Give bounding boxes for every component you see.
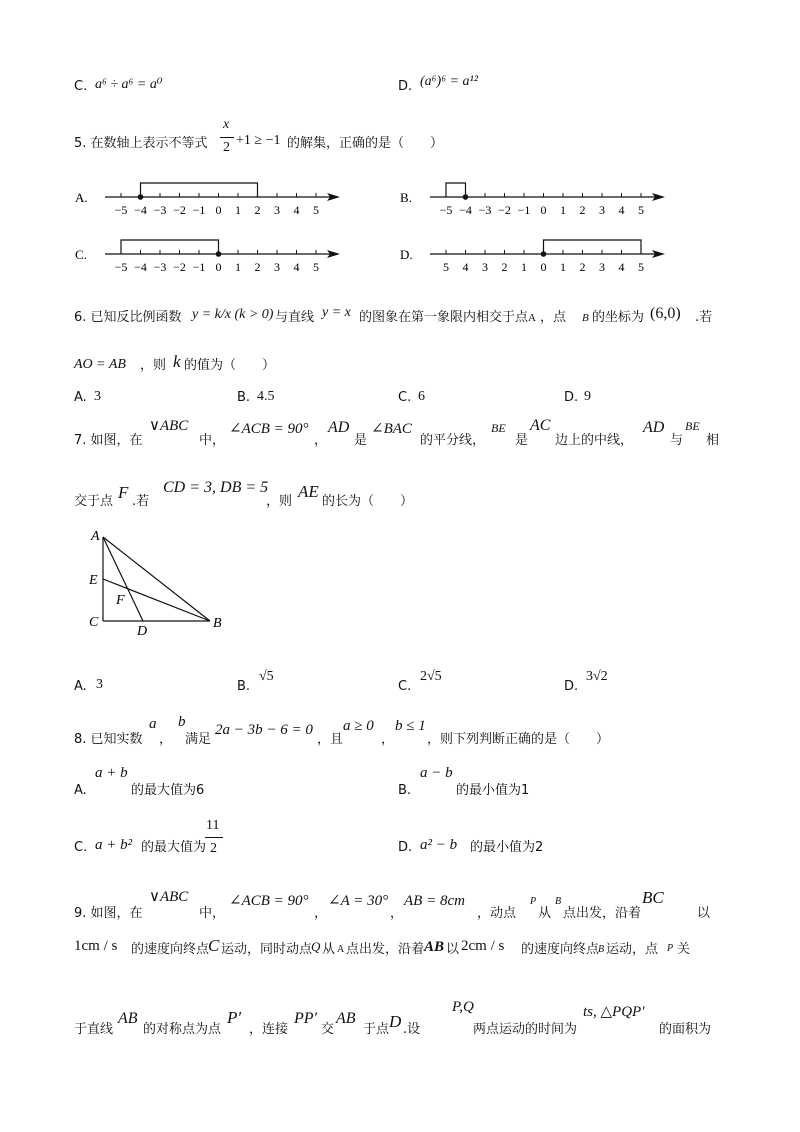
q7-stem-f: 是 [515,433,529,448]
q5-inequality-rest: +1 ≥ −1 [236,133,281,148]
q5-tick-label: −1 [192,203,206,217]
q6-point-a: A [528,312,536,324]
q9-stem-p: 的对称点为点 [143,1022,222,1037]
q5-tick-label: 3 [274,260,280,274]
q8-cond-2: b ≤ 1 [395,718,426,734]
q4-option-d-expr: (a⁶)⁶ = a¹² [420,74,478,89]
q5-tick-label: −3 [478,203,492,217]
q4-option-c-expr: a⁶ ÷ a⁶ = a⁰ [95,77,163,92]
q5-fraction-bar [220,137,234,138]
q7-option-value: 3√2 [586,669,608,684]
q9-b-2: B [598,944,605,955]
q5-tick-label: 2 [254,260,261,274]
q5-tick-label: 4 [293,203,300,217]
q9-ab-2: AB [424,939,445,955]
q5-tick-label: −2 [498,203,511,217]
q8-option-c-denominator: 2 [210,841,217,856]
q9-p-prime: P′ [227,1008,242,1027]
q7-stem-a: 7. 如图，在 [74,433,143,448]
q9-bc: BC [642,888,664,907]
q6-stem-h: 的值为（ ） [184,358,276,373]
q7-triangle-figure [85,525,235,645]
q7-stem-i: 相 [706,433,720,448]
q6-stem-e: 的坐标为 [592,310,645,325]
q8-var-a: a [149,716,157,732]
q5-tick-label: 5 [638,260,644,274]
q9-stem-o: 于直线 [74,1022,114,1037]
q5-tick-label: 0 [215,203,222,217]
q9-stem-h: 运动，同时动点 [221,942,313,957]
q6-point-b: B [582,312,589,324]
q9-stem-b: 中， [199,906,226,921]
q5-tick-label: 4 [293,260,300,274]
q6-condition: AO = AB [74,357,126,372]
q5-tick-label: 3 [599,203,605,217]
q8-stem-d: ，则下列判断正确的是（ ） [427,732,610,747]
q5-tick-label: −3 [153,203,167,217]
q9-stem-c: ，动点 [477,906,517,921]
q9-stem-v: 的面积为 [659,1022,712,1037]
q7-bac: ∠BAC [371,421,412,437]
q5-option-label: C. [75,247,87,262]
q7-stem-c: ， [314,433,328,448]
q7-ac: AC [530,417,551,434]
q9-stem-f: 以 [697,906,711,921]
q9-stem-i: 从 [322,942,336,957]
q7-label-c: C [89,615,99,630]
q5-tick-label: −2 [173,203,186,217]
q8-option-b-text: 的最小值为1 [456,783,530,798]
q5-tick-label: 1 [235,203,241,217]
q5-endpoint-dot [463,194,469,200]
q9-a: A [337,944,345,955]
q5-endpoint-dot [216,251,222,257]
q7-option-value: 2√5 [420,669,442,684]
q6-coord-b: (6,0) [650,305,681,322]
q9-ab-4: AB [336,1010,356,1027]
q9-speed-1: 1cm / s [74,938,118,954]
q5-stem-start: 5. 在数轴上表示不等式 [74,136,208,151]
q5-option-label: D. [400,247,413,262]
q6-k-var: k [173,352,181,371]
q9-ts-triangle: ts, △PQP′ [583,1004,645,1020]
q8-option-c-expr: a + b² [95,837,133,853]
q5-tick-label: −1 [517,203,531,217]
q9-stem-k: 以 [446,942,460,957]
q5-solution-bracket [121,240,219,254]
q7-be: BE [491,421,506,435]
q9-triangle: ∨ABC [149,889,189,905]
q7-label-f: F [116,593,125,608]
q7-ad-2: AD [643,419,665,436]
q7-stem-d: 是 [354,433,368,448]
q5-tick-label: 0 [540,260,547,274]
q5-tick-label: −1 [192,260,206,274]
q5-tick-label: 3 [274,203,280,217]
q8-option-b-expr: a − b [420,765,453,781]
q6-line-eq: y = x [322,305,351,320]
q9-p-2: P [667,943,674,954]
q6-option-value: 9 [584,389,591,404]
q4-option-c-label: C. [74,79,88,94]
q9-angle-1: ∠ACB = 90° [229,893,309,909]
q5-option-label: A. [75,190,88,205]
q5-tick-label: 2 [579,260,586,274]
q9-ab-length: AB = 8cm [404,893,465,909]
q9-stem-u: 两点运动的时间为 [473,1022,578,1037]
q7-stem-b: 中， [199,433,226,448]
q5-tick-label: 3 [482,260,488,274]
q9-p: P [530,896,537,907]
q5-tick-label: −4 [134,203,147,217]
q5-tick-label: 5 [443,260,449,274]
q5-solution-bracket [544,240,642,254]
q8-option-a-expr: a + b [95,765,128,781]
q9-stem-t: .设 [403,1022,421,1037]
q9-stem-s: 于点 [363,1022,390,1037]
q7-option-value: 3 [96,677,103,692]
q7-stem-j: 交于点 [74,494,114,509]
q6-option-value: 6 [418,389,425,404]
q6-option-label: D. [564,390,579,405]
q8-stem-c: ，且 [317,732,344,747]
q9-stem-q: ，连接 [249,1022,289,1037]
q9-stem-m: 运动，点 [606,942,659,957]
q9-sep-2: ， [390,906,404,921]
q7-ae: AE [298,482,319,501]
q9-sep-1: ， [314,906,328,921]
q8-comma: ， [159,732,173,747]
q9-d: D [389,1012,402,1031]
q5-tick-label: 5 [638,203,644,217]
q6-option-label: C. [398,390,412,405]
q7-stem-k: .若 [132,494,150,509]
q7-stem-g: 边上的中线， [555,433,634,448]
q7-stem-m: 的长为（ ） [322,494,414,509]
q5-tick-label: 0 [215,260,222,274]
q4-option-d-label: D. [398,79,413,94]
q8-option-c-bar [205,837,223,838]
q7-option-value: √5 [259,669,274,684]
q5-tick-label: −4 [134,260,147,274]
q5-tick-label: 1 [235,260,241,274]
q7-side-ab [103,537,210,621]
q5-tick-label: −2 [173,260,186,274]
q7-option-label: A. [74,679,87,694]
q7-label-d: D [137,624,148,639]
q9-ab-3: AB [118,1010,138,1027]
q7-be-2: BE [685,419,700,433]
q8-option-a-label: A. [74,783,87,798]
q8-stem-b: 满足 [185,732,212,747]
q5-tick-label: 5 [313,203,319,217]
q6-stem-b: 与直线 [275,310,315,325]
q9-angle-2: ∠A = 30° [328,893,389,909]
q5-tick-label: 4 [618,260,625,274]
q8-cond-1: a ≥ 0 [343,718,374,734]
q8-var-b: b [178,714,186,730]
q6-stem-g: ，则 [140,358,167,373]
q5-tick-label: 1 [521,260,527,274]
q9-stem-g: 的速度向终点 [131,942,210,957]
q7-condition: CD = 3, DB = 5 [163,479,269,496]
q6-option-label: B. [237,390,251,405]
q5-solution-bracket [446,183,466,197]
q9-stem-a: 9. 如图，在 [74,906,143,921]
q8-stem-a: 8. 已知实数 [74,732,143,747]
q7-option-label: B. [237,679,251,694]
q8-option-c-fraction [205,818,223,860]
q9-speed-2: 2cm / s [461,938,505,954]
q6-option-value: 3 [94,389,101,404]
q6-stem-a: 6. 已知反比例函数 [74,310,182,325]
q5-tick-label: −5 [114,203,128,217]
q5-tick-label: 4 [618,203,625,217]
q7-option-label: D. [564,679,579,694]
q6-option-label: A. [74,390,87,405]
q5-tick-label: 3 [599,260,605,274]
q9-stem-r: 交 [321,1022,335,1037]
q5-endpoint-dot [541,251,547,257]
q7-option-label: C. [398,679,412,694]
q6-stem-c: 的图象在第一象限内相交于点 [359,310,529,325]
q5-tick-label: 1 [560,203,566,217]
q8-option-d-text: 的最小值为2 [470,840,544,855]
q5-tick-label: 5 [313,260,319,274]
q9-pp-prime: PP′ [294,1010,318,1027]
q8-option-c-numerator: 11 [206,818,220,833]
q7-angle: ∠ACB = 90° [229,421,309,437]
q8-option-b-label: B. [398,783,412,798]
q5-tick-label: −3 [153,260,167,274]
q9-stem-e: 点出发，沿着 [563,906,642,921]
q7-stem-l: ，则 [266,494,293,509]
q7-stem-h: 与 [670,433,684,448]
q7-ad: AD [328,419,350,436]
q9-stem-l: 的速度向终点 [521,942,600,957]
q5-fraction-denominator: 2 [223,140,230,155]
q7-segment-ad [103,537,143,621]
q9-stem-n: 关 [677,942,691,957]
q5-tick-label: −5 [439,203,453,217]
q9-pq: P,Q [452,999,474,1015]
q5-tick-label: −5 [114,260,128,274]
q8-comma-2: ， [381,732,395,747]
q8-option-d-expr: a² − b [420,837,458,853]
q5-fraction [220,117,234,157]
q5-endpoint-dot [138,194,144,200]
q9-q: Q [311,939,321,954]
q5-tick-label: 4 [462,260,469,274]
q5-tick-label: 2 [579,203,586,217]
q5-option-label: B. [400,190,412,205]
q7-stem-e: 的平分线， [420,433,486,448]
q5-tick-label: 2 [254,203,261,217]
q5-tick-label: 2 [501,260,508,274]
q9-c: C [208,936,220,955]
q7-f: F [118,483,129,502]
q8-option-d-label: D. [398,840,413,855]
q8-option-a-text: 的最大值为6 [131,783,205,798]
q6-option-value: 4.5 [257,389,275,404]
q5-tick-label: 1 [560,260,566,274]
q8-option-c-label: C. [74,840,88,855]
q8-equation: 2a − 3b − 6 = 0 [215,722,313,738]
q7-triangle: ∨ABC [149,418,189,434]
q6-stem-d: ，点 [540,310,567,325]
q9-stem-d: 从 [538,906,552,921]
q7-label-b: B [213,616,222,631]
q5-tick-label: 0 [540,203,547,217]
q9-b: B [555,896,562,907]
q7-label-e: E [89,573,98,588]
q6-function-expr: y = k/x (k > 0) [192,307,274,322]
q5-tick-label: −4 [459,203,472,217]
q7-label-a: A [91,529,100,544]
q5-stem-tail: 的解集，正确的是（ ） [287,136,444,151]
q5-fraction-numerator: x [223,117,230,132]
q9-stem-j: 点出发，沿着 [346,942,425,957]
q6-stem-f: .若 [695,310,713,325]
q8-option-c-text: 的最大值为 [141,840,207,855]
